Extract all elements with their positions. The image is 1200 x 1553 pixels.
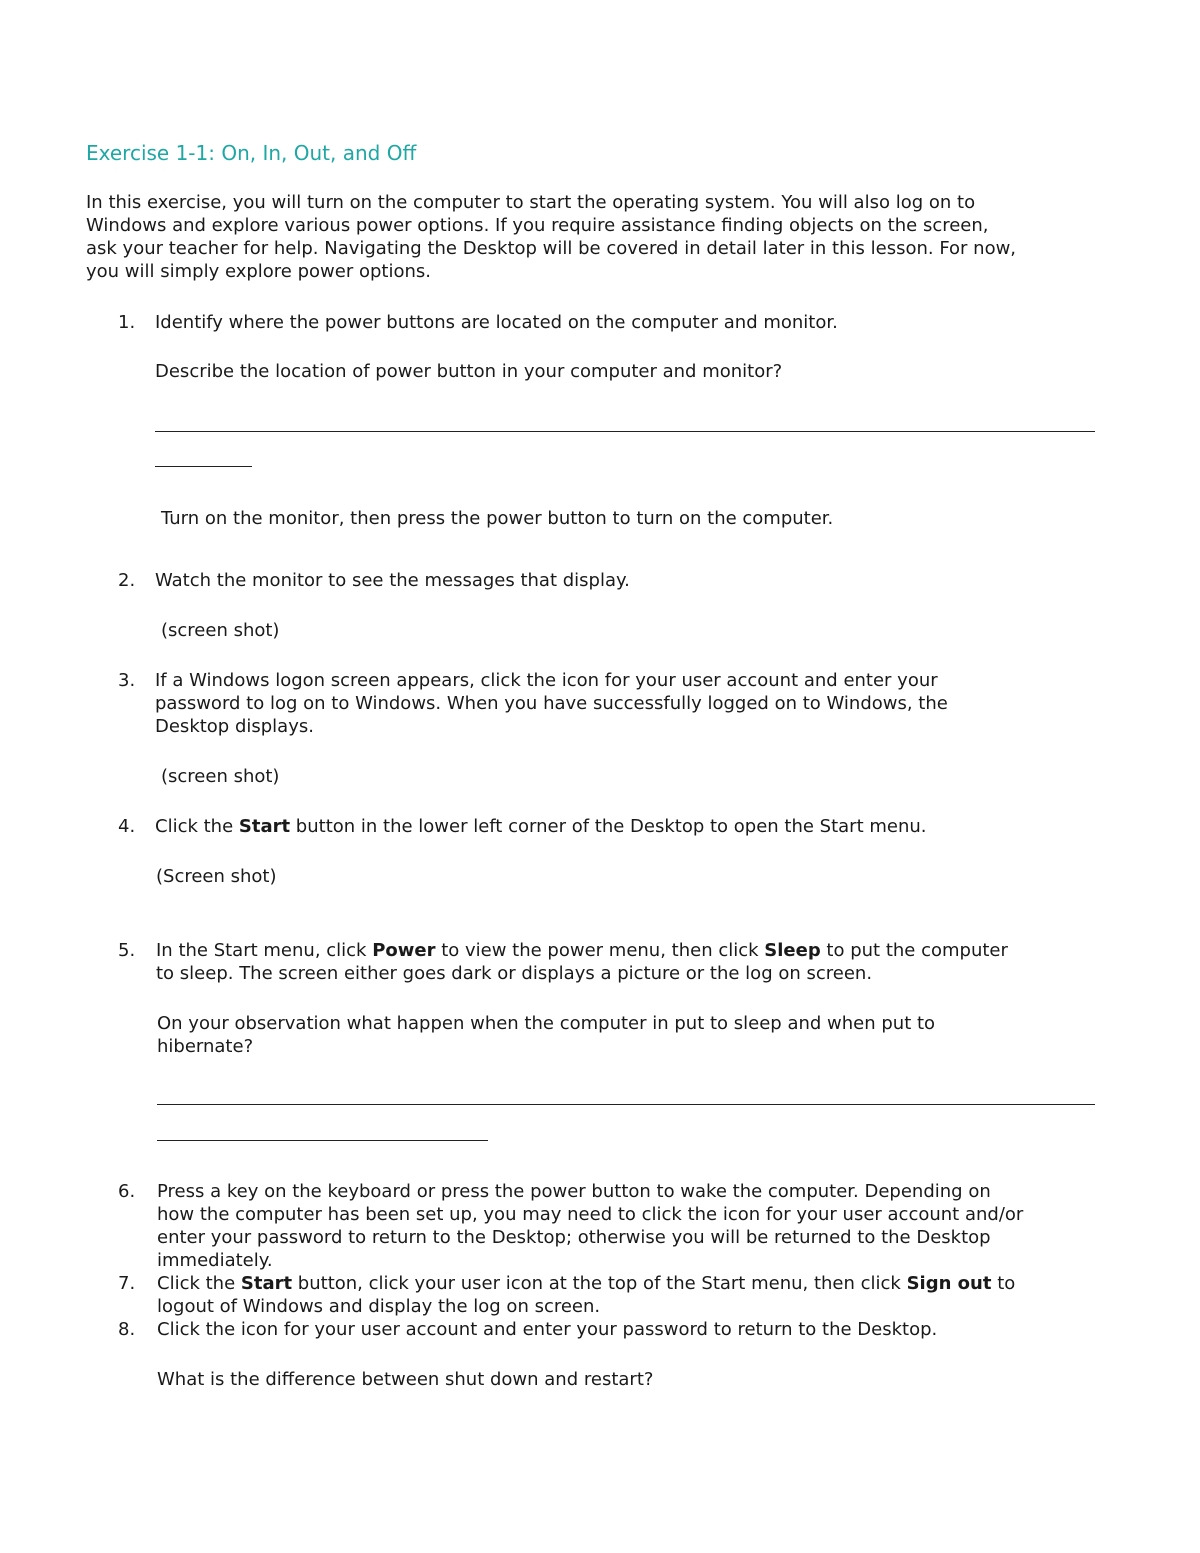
step-4-text [155, 815, 927, 838]
step-6-number: 6. [118, 1181, 136, 1202]
step-5-sleep-keyword: Sleep [764, 940, 821, 961]
intro-line: you will simply explore power options. [86, 261, 431, 282]
step-5-pre: In the Start menu, click [156, 940, 373, 961]
step-3-note: (screen shot) [161, 766, 280, 787]
step-5-number: 5. [118, 940, 136, 961]
step-7-pre: Click the [157, 1273, 241, 1294]
answer-line[interactable] [157, 1140, 488, 1141]
exercise-title: Exercise 1-1: On, In, Out, and Off [86, 141, 417, 165]
step-4-number: 4. [118, 816, 136, 837]
intro-line: ask your teacher for help. Navigating the Desktop will be covered in detail later in this lesson. For now, [86, 238, 1017, 259]
step-7-post: to [991, 1273, 1016, 1294]
answer-line[interactable] [155, 431, 1095, 432]
step-5-line-2: to sleep. The screen either goes dark or displays a picture or the log on screen. [156, 963, 873, 984]
step-7-line-2: logout of Windows and display the log on screen. [157, 1296, 601, 1317]
step-2-number: 2. [118, 570, 136, 591]
step-8-question: What is the difference between shut down and restart? [157, 1369, 654, 1390]
step-6-text [157, 1180, 1023, 1272]
step-8-text: Click the icon for your user account and enter your password to return to the Desktop. [157, 1319, 938, 1340]
step-6-line: how the computer has been set up, you may need to click the icon for your user account and/or [157, 1204, 1024, 1225]
step-4-note: (Screen shot) [156, 866, 277, 887]
step-3-number: 3. [118, 670, 136, 691]
step-3-text [155, 669, 948, 738]
step-3-line: Desktop displays. [155, 716, 314, 737]
step-5-question-line-2: hibernate? [157, 1036, 254, 1057]
step-6-line: enter your password to return to the Desktop; otherwise you will be returned to the Desktop [157, 1227, 991, 1248]
step-5-power-keyword: Power [372, 940, 436, 961]
intro-paragraph [86, 191, 1106, 283]
step-3-line: password to log on to Windows. When you have successfully logged on to Windows, the [155, 693, 948, 714]
answer-line[interactable] [155, 466, 252, 467]
step-4-start-keyword: Start [238, 816, 291, 837]
step-7-start-keyword: Start [240, 1273, 293, 1294]
intro-line: In this exercise, you will turn on the computer to start the operating system. You will also log on to [86, 192, 976, 213]
step-1-number: 1. [118, 312, 136, 333]
step-8-number: 8. [118, 1319, 136, 1340]
step-6-line: Press a key on the keyboard or press the power button to wake the computer. Depending on [157, 1181, 991, 1202]
answer-line[interactable] [157, 1104, 1095, 1105]
step-5-text [156, 939, 1008, 962]
step-4-post: button in the lower left corner of the Desktop to open the Start menu. [290, 816, 927, 837]
step-6-line: immediately. [157, 1250, 273, 1271]
step-7-number: 7. [118, 1273, 136, 1294]
step-2-note: (screen shot) [161, 620, 280, 641]
step-7-sign-out-keyword: Sign out [906, 1273, 992, 1294]
step-1-question: Describe the location of power button in your computer and monitor? [155, 361, 783, 382]
step-2-text: Watch the monitor to see the messages that display. [155, 570, 630, 591]
step-5-mid: to view the power menu, then click [435, 940, 765, 961]
step-1-text: Identify where the power buttons are located on the computer and monitor. [155, 312, 838, 333]
step-5-post: to put the computer [820, 940, 1008, 961]
step-5-question-line-1: On your observation what happen when the computer in put to sleep and when put to [157, 1013, 936, 1034]
intro-line: Windows and explore various power options. If you require assistance finding objects on the screen, [86, 215, 989, 236]
step-4-pre: Click the [155, 816, 239, 837]
step-1-note: Turn on the monitor, then press the power button to turn on the computer. [161, 508, 834, 529]
step-7-text [157, 1272, 1015, 1295]
step-7-mid: button, click your user icon at the top of the Start menu, then click [292, 1273, 907, 1294]
step-3-line: If a Windows logon screen appears, click the icon for your user account and enter your [155, 670, 938, 691]
